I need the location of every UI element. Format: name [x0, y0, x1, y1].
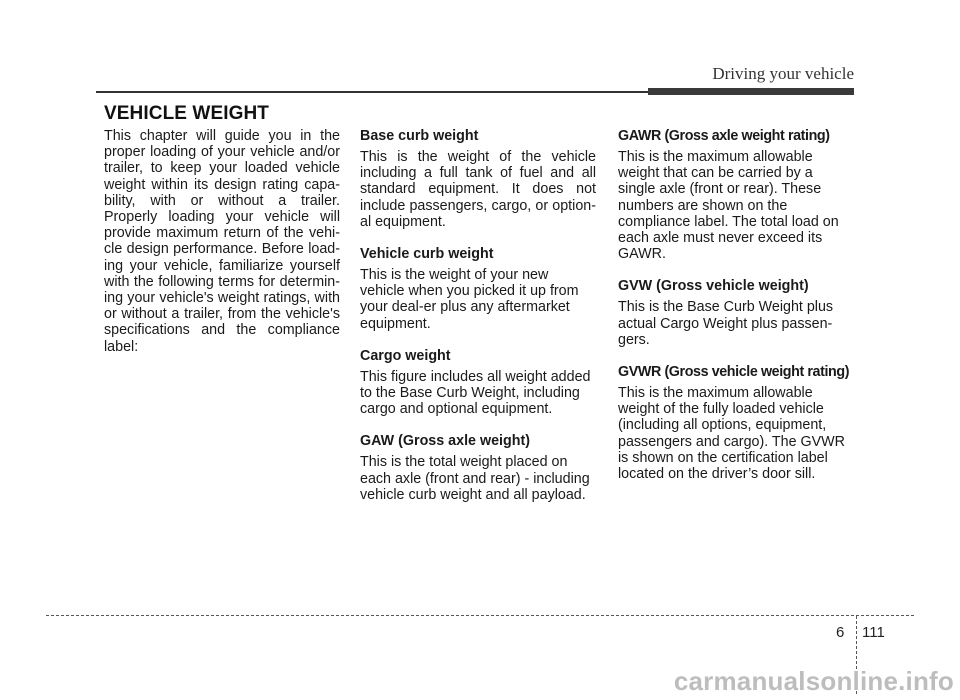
section-title: VEHICLE WEIGHT: [104, 103, 270, 124]
term-heading: GAWR (Gross axle weight rating): [618, 128, 830, 144]
column-3: [618, 128, 854, 498]
term-gaw: [360, 433, 596, 503]
term-heading: Base curb weight: [360, 128, 479, 144]
term-base-curb-weight: [360, 128, 596, 230]
term-heading: GVWR (Gross vehicle weight rating): [618, 364, 850, 381]
term-cargo-weight: [360, 348, 596, 418]
term-gvw: [618, 278, 854, 348]
header-rule: [96, 91, 648, 93]
term-gvwr: [618, 364, 854, 482]
term-body: This is the weight of the vehicle including a full tank of fuel and all standard equipment. It does not include passengers, cargo, or option-al equipment.: [360, 149, 596, 230]
term-body: This is the total weight placed on each axle (front and rear) - including vehicle curb weight and all payload.: [360, 454, 590, 503]
watermark: carmanualsonline.info: [673, 666, 954, 696]
term-heading: Cargo weight: [360, 347, 451, 364]
footer-rule: [46, 615, 914, 616]
column-1: [104, 128, 340, 355]
term-heading: GVW (Gross vehicle weight): [618, 278, 809, 295]
term-vehicle-curb-weight: [360, 246, 596, 332]
page-number: 111: [862, 624, 885, 641]
column-2: [360, 128, 596, 519]
running-header: Driving your vehicle: [712, 64, 854, 83]
header-rule-thick: [648, 88, 854, 95]
chapter-number: 6: [836, 624, 845, 641]
term-body: This is the weight of your new vehicle when you picked it up from your deal-er plus any aftermarket equipment.: [360, 267, 579, 332]
term-gawr: [618, 128, 854, 262]
intro-paragraph: This chapter will guide you in the proper loading of your vehicle and/or trailer, to keep your loaded vehicle weight within its design rating capa-bility, with or without a trailer. Properly loading your vehicle will provide maximum return of the vehi-cle design performance. Before load-ing your vehicle, familiarize yourself with the following terms for determin-ing your vehicle's weight ratings, with or without a trailer, from the vehicle's specifications and the compliance label:: [104, 128, 340, 355]
term-body: This is the maximum allowable weight of the fully loaded vehicle (including all options, equipment, passengers and cargo). The GVWR is shown on the certification label located on the driver’s door sill.: [618, 385, 846, 483]
term-body: This is the maximum allowable weight that can be carried by a single axle (front or rear). These numbers are shown on the compliance label. The total load on each axle must never exceed its GAWR.: [618, 149, 839, 263]
term-body: This figure includes all weight added to the Base Curb Weight, including cargo and optional equipment.: [360, 368, 591, 418]
term-heading: GAW (Gross axle weight): [360, 433, 531, 450]
term-heading: Vehicle curb weight: [360, 246, 494, 263]
term-body: This is the Base Curb Weight plus actual Cargo Weight plus passen-gers.: [618, 299, 834, 348]
